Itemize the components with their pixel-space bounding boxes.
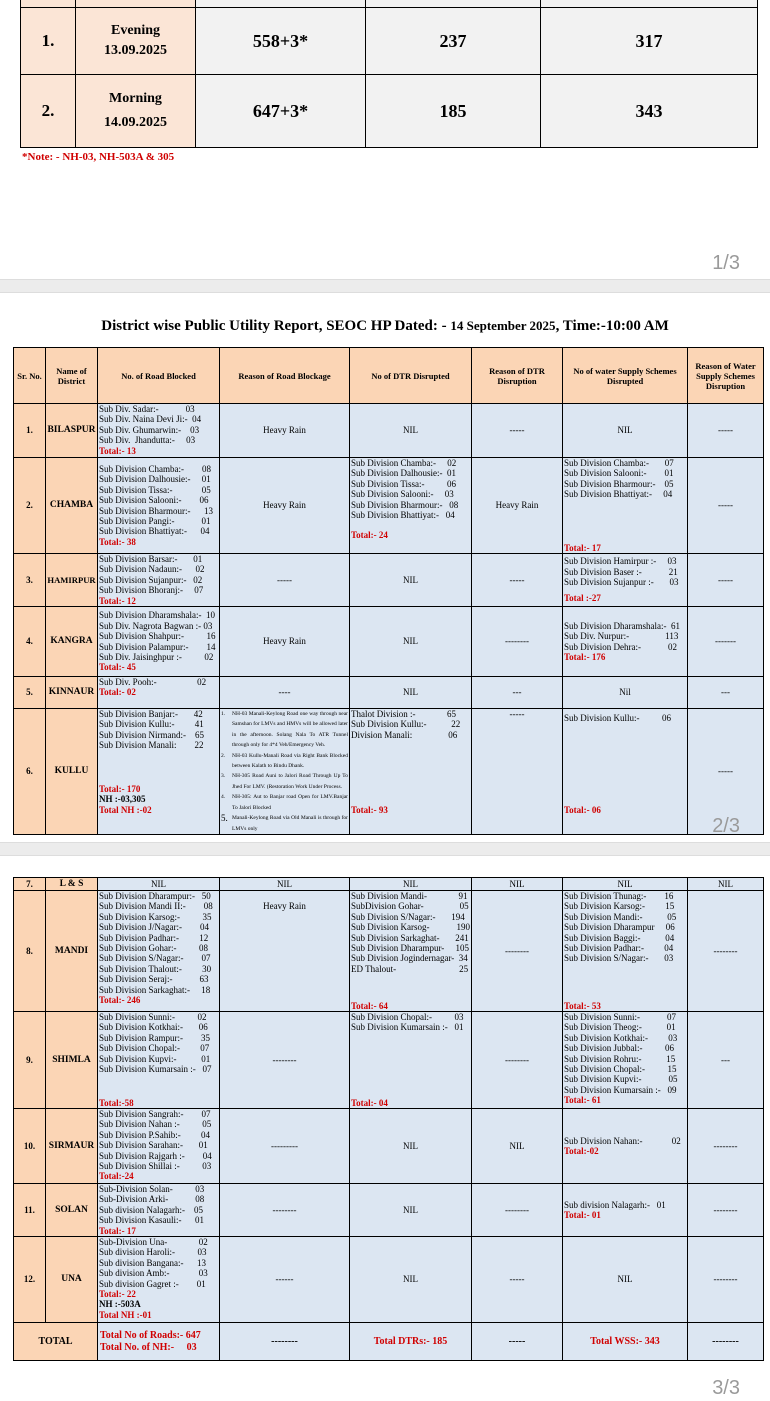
district-name: CHAMBA — [46, 458, 98, 554]
summary-roads: 558+3* — [196, 8, 366, 75]
roads-cell — [98, 677, 220, 709]
row-sno: 7. — [14, 878, 46, 891]
wss-cell: NIL — [563, 404, 688, 458]
roads-line: Sub Division Banjar:- 42 — [99, 709, 203, 720]
reason-item: 4. NH-305: Aut to Banjar road Open for LMV.Banjar To Jalori Blocked — [221, 794, 348, 811]
district-table-part2 — [13, 877, 764, 1361]
dtr-line: Sub Division Jogindernagar- 34 — [351, 953, 468, 964]
roads-total: Total:- 246 — [99, 995, 141, 1006]
wss-cell: Nil — [563, 677, 688, 709]
wss-line: Sub Division Dehra:- 02 — [564, 641, 677, 652]
road-reason: Heavy Rain — [220, 404, 350, 458]
wss-cell — [563, 1012, 688, 1109]
wss-reason: ----- — [688, 458, 764, 554]
roads-line: Sub division Gagret :- 01 — [99, 1278, 206, 1289]
roads-line: Sub Division Shillai :- 03 — [99, 1161, 212, 1172]
dtr-line: Sub Division Mandi- 91 — [351, 891, 468, 901]
roads-total: Total:- 02 — [99, 687, 136, 698]
roads-line: Sub Division Dharamshala:- 10 — [99, 610, 215, 621]
district-name: L & S — [46, 878, 98, 891]
roads-line: Sub Division Kumarsain :- 07 — [99, 1064, 212, 1075]
district-name: KULLU — [46, 709, 98, 835]
roads-cell — [98, 1184, 220, 1237]
roads-cell — [98, 458, 220, 554]
total-roads-count: Total No of Roads:- 647 — [100, 1329, 201, 1341]
district-name: UNA — [46, 1237, 98, 1323]
total-nh-count: Total No. of NH:- 03 — [100, 1341, 197, 1353]
wss-line: Sub Division Theog:- 01 — [564, 1022, 676, 1033]
road-reason: --------- — [220, 1109, 350, 1184]
wss-total: Total:- 17 — [564, 542, 601, 553]
roads-line: Sub Division Rajgarh :- 04 — [99, 1150, 212, 1161]
row-sno: 8. — [14, 891, 46, 1012]
dtr-line: Sub Division Tissa:- 06 — [351, 478, 457, 489]
roads-line: Sub Div. Jaisinghpur :- 02 — [99, 651, 214, 662]
wss-reason: ----- — [688, 709, 764, 835]
wss-cell — [563, 709, 688, 835]
report-title: District wise Public Utility Report, SEOC HP Dated: - 14 September 2025, Time:-10:00 AM — [101, 318, 669, 334]
district-row-sirmaur — [14, 1109, 764, 1184]
header-sr-no: Sr. No. — [14, 348, 46, 404]
roads-line: Sub Division Mandi II:- 08 — [99, 901, 213, 912]
roads-total: Total:-58 — [99, 1097, 134, 1108]
roads-line: Sub Division Nirmand:- 65 — [99, 729, 204, 740]
district-name: SOLAN — [46, 1184, 98, 1237]
roads-nh: NH :-03,305 — [99, 794, 146, 805]
dtr-reason: -------- — [472, 1184, 563, 1237]
roads-line: Sub Division Sangrah:- 07 — [99, 1109, 211, 1119]
district-row-solan — [14, 1184, 764, 1237]
wss-line: Sub Division Nahan:- 02 — [564, 1135, 681, 1146]
roads-line: Sub Division Seraj:- 63 — [99, 974, 209, 985]
summary-sno: 2. — [21, 75, 76, 148]
district-row-mandi — [14, 891, 764, 1012]
page-number: 2/3 — [712, 815, 740, 837]
page-separator — [0, 279, 770, 293]
roads-cell — [98, 891, 220, 1012]
wss-line: Sub Division Bharmour:- 05 — [564, 478, 674, 489]
dtr-reason: -------- — [472, 891, 563, 1012]
dtr-cell: NIL — [350, 607, 472, 677]
roads-line: Sub Division J/Nagar:- 04 — [99, 922, 209, 933]
roads-line: Sub Division Tissa:- 05 — [99, 484, 211, 495]
row-sno: 2. — [14, 458, 46, 554]
roads-line: Sub Division Dalhousie:- 01 — [99, 474, 211, 485]
wss-total: Total:- 61 — [564, 1095, 601, 1106]
roads-line: Sub Division Shahpur:- 16 — [99, 631, 216, 642]
summary-row — [21, 75, 758, 148]
road-reason: ------ — [220, 1237, 350, 1323]
page-number: 3/3 — [712, 1377, 740, 1399]
district-row-hamirpur — [14, 554, 764, 607]
wss-total: Total:- 176 — [564, 651, 606, 662]
dtr-reason: -------- — [472, 1012, 563, 1109]
dtr-line: Sub Division Bharmour:- 08 — [351, 499, 459, 510]
roads-line: Sub Division Gohar:- 08 — [99, 943, 208, 954]
roads-line: Sub Division Kotkhai:- 06 — [99, 1022, 208, 1033]
roads-total: Total:- 13 — [99, 445, 136, 456]
roads-line: Sub Division Kasauli:- 01 — [99, 1215, 204, 1226]
roads-line: Sub-Division Una- 02 — [99, 1237, 208, 1248]
header-wss-reason: Reason of Water Supply Schemes Disruption — [688, 348, 764, 404]
summary-dtrs: 237 — [366, 8, 541, 75]
roads-cell — [98, 1012, 220, 1109]
wss-line: Sub Division Sujanpur :- 03 — [564, 577, 679, 588]
header-row — [14, 348, 764, 404]
roads-line: Sub Division Dharampur:- 50 — [99, 891, 211, 901]
dtr-cell — [350, 709, 472, 835]
wss-line: Sub Division Padhar:- 04 — [564, 943, 674, 954]
report-date: 14 September 2025 — [450, 318, 556, 333]
district-name: SIRMAUR — [46, 1109, 98, 1184]
roads-line: Sub Division P.Sahib:- 04 — [99, 1129, 211, 1140]
dtr-line: Sub Division Kumarsain :- 01 — [351, 1022, 464, 1033]
wss-total: Total:- 01 — [564, 1210, 601, 1221]
roads-line: Sub Division Barsar:- 01 — [99, 554, 203, 564]
wss-reason: --- — [688, 677, 764, 709]
wss-line: Sub Division Salooni:- 01 — [564, 468, 674, 479]
wss-cell — [563, 554, 688, 607]
roads-line: Sub Division Chamba:- 08 — [99, 463, 211, 474]
dtr-reason: ----- — [472, 709, 563, 835]
road-reason: Heavy Rain — [220, 458, 350, 554]
row-sno: 10. — [14, 1109, 46, 1184]
roads-total: Total:-24 — [99, 1171, 134, 1182]
district-row-bilaspur — [14, 404, 764, 458]
dtr-reason: ----- — [472, 404, 563, 458]
wss-total: Total:-02 — [564, 1146, 599, 1156]
dtr-cell: NIL — [350, 554, 472, 607]
wss-reason: ----- — [688, 404, 764, 458]
wss-line: Sub Division Chopal:- 15 — [564, 1064, 677, 1075]
roads-line: Sub Division Sarkaghat:- 18 — [99, 984, 211, 995]
roads-line: Sub Division Sujanpur:- 02 — [99, 574, 203, 585]
roads-line: Sub Division Kupvi:- 01 — [99, 1053, 211, 1064]
wss-total: Total :-27 — [564, 593, 601, 604]
wss-line: Sub Division Baser :- 21 — [564, 566, 678, 577]
header-dtr: No of DTR Disrupted — [350, 348, 472, 404]
wss-reason: -------- — [688, 1109, 764, 1184]
dtr-cell — [350, 1012, 472, 1109]
dtr-cell: NIL — [350, 1237, 472, 1323]
wss-line: Sub Division Kupvi:- 05 — [564, 1074, 678, 1085]
roads-line: Sub Div. Pooh:- 02 — [99, 677, 207, 688]
summary-wss: 343 — [541, 75, 758, 148]
wss-line: Sub Division Dharampur 06 — [564, 922, 675, 933]
dtr-reason: ----- — [472, 1237, 563, 1323]
dtr-line: Sub Division Karsog- 190 — [351, 922, 470, 933]
wss-line: Sub Division Mandi:- 05 — [564, 911, 677, 922]
dtr-line: SubDivision Gohar- 05 — [351, 901, 469, 912]
summary-date: 13.09.2025 — [104, 43, 167, 58]
district-row-shimla — [14, 1012, 764, 1109]
wss-total: Total:- 06 — [564, 804, 601, 815]
reason-item: 1. NH-03 Manali-Keylong Road one way through near Samshan for LMVs and HMVs will be allowed later in the afternoon. Solang Nala To ATR Tunnel through only for 4*4 Veh/Emergency Veh. — [221, 711, 348, 749]
wss-cell — [563, 1109, 688, 1184]
road-reason: ---- — [220, 677, 350, 709]
dtr-reason: --- — [472, 677, 563, 709]
district-name: KINNAUR — [46, 677, 98, 709]
dtr-line: ED Thalout- 25 — [351, 963, 469, 974]
summary-sno: 1. — [21, 8, 76, 75]
reason-item: 5. Manali-Keylong Road via Old Manali is through for LMVs only — [221, 813, 348, 832]
header-roads: No. of Road Blocked — [98, 348, 220, 404]
row-sno: 11. — [14, 1184, 46, 1237]
roads-total: Total:- 22 — [99, 1289, 136, 1300]
roads-line: Sub Division Manali: 22 — [99, 740, 204, 751]
total-wss-reason: -------- — [688, 1323, 764, 1361]
total-roads — [98, 1323, 220, 1361]
summary-date: 14.09.2025 — [104, 115, 167, 130]
district-row-kangra — [14, 607, 764, 677]
roads-line: Sub-Division Solan- 03 — [99, 1184, 205, 1194]
roads-total: Total:- 45 — [99, 662, 136, 673]
dtr-reason: NIL — [472, 878, 563, 891]
dtr-cell: NIL — [350, 878, 472, 891]
dtr-line: Sub Division Salooni:- 03 — [351, 489, 454, 500]
district-row-kullu — [14, 709, 764, 835]
dtr-total: Total:- 93 — [351, 804, 388, 815]
roads-line: Sub Division Salooni:- 06 — [99, 495, 209, 506]
district-row-lahaul-spiti — [14, 878, 764, 891]
roads-line: Sub Div. Sadar:- 03 — [99, 404, 195, 414]
district-name: BILASPUR — [46, 404, 98, 458]
roads-nh-total: Total NH :-02 — [99, 804, 152, 815]
dtr-total: Total:- 24 — [351, 530, 388, 541]
district-name: HAMIRPUR — [46, 554, 98, 607]
roads-line: Sub Division Kullu:- 41 — [99, 719, 204, 730]
dtr-cell — [350, 458, 472, 554]
roads-line: Sub Div. Ghumarwin:- 03 — [99, 424, 200, 435]
wss-line: Sub Division Rohru:- 15 — [564, 1053, 676, 1064]
row-sno: 12. — [14, 1237, 46, 1323]
total-row — [14, 1323, 764, 1361]
road-reason: Heavy Rain — [220, 891, 350, 1012]
reason-item: 3. NH-305 Road Auni to Jalori Road Through Up To Jhed For LMV. (Restoration Work Under Process. — [221, 773, 348, 790]
dtr-line: Sub Division Chamba:- 02 — [351, 458, 457, 468]
district-name: MANDI — [46, 891, 98, 1012]
roads-line: Sub Division Sunni:- 02 — [99, 1012, 207, 1022]
roads-total: Total:- 38 — [99, 536, 136, 547]
dtr-cell — [350, 891, 472, 1012]
wss-reason: --- — [688, 1012, 764, 1109]
wss-cell — [563, 891, 688, 1012]
roads-cell — [98, 404, 220, 458]
dtr-reason: -------- — [472, 607, 563, 677]
roads-line: Sub Division S/Nagar:- 07 — [99, 953, 211, 964]
wss-line: Sub Division Sunni:- 07 — [564, 1012, 677, 1022]
wss-line: Sub Division Baggi:- 04 — [564, 932, 675, 943]
total-wss: Total WSS:- 343 — [563, 1323, 688, 1361]
total-dtrs: Total DTRs:- 185 — [350, 1323, 472, 1361]
summary-table — [20, 0, 758, 148]
wss-reason: -------- — [688, 1184, 764, 1237]
roads-cell — [98, 1237, 220, 1323]
wss-cell — [563, 458, 688, 554]
wss-cell: NIL — [563, 1237, 688, 1323]
roads-nh: NH :-503A — [99, 1299, 141, 1310]
wss-reason: -------- — [688, 891, 764, 1012]
dtr-reason: ----- — [472, 554, 563, 607]
district-table-part1 — [13, 347, 764, 835]
wss-line: Sub Division Chamba:- 07 — [564, 458, 674, 468]
row-sno: 1. — [14, 404, 46, 458]
wss-line: Sub Division Dharamshala:- 61 — [564, 620, 680, 631]
wss-line: Sub Division Jubbal:- 06 — [564, 1043, 675, 1054]
row-sno: 5. — [14, 677, 46, 709]
road-reason: NIL — [220, 878, 350, 891]
wss-cell: NIL — [563, 878, 688, 891]
row-sno: 6. — [14, 709, 46, 835]
roads-line: Sub Division Karsog:- 35 — [99, 911, 212, 922]
roads-line: Sub division Nalagarh:- 05 — [99, 1204, 203, 1215]
roads-nh-total: Total NH :-01 — [99, 1309, 152, 1320]
road-reason: -------- — [220, 1012, 350, 1109]
dtr-line: Sub Division Dalhousie:- 01 — [351, 468, 456, 479]
dtr-cell: NIL — [350, 404, 472, 458]
wss-line: Sub Division Thunag:- 16 — [564, 891, 674, 901]
dtr-line: Thalot Division :- 65 — [351, 709, 456, 720]
dtr-line: Division Manali: 06 — [351, 729, 458, 740]
summary-session: Evening — [110, 23, 160, 38]
dtr-line: Sub Division S/Nagar:- 194 — [351, 911, 465, 922]
roads-line: Sub Division Rampur:- 35 — [99, 1032, 211, 1043]
roads-line: Sub Division Padhar:- 12 — [99, 932, 209, 943]
wss-cell — [563, 607, 688, 677]
wss-reason: NIL — [688, 878, 764, 891]
dtr-line: Sub Division Dharampur- 105 — [351, 943, 470, 954]
dtr-total: Total:- 64 — [351, 1000, 388, 1011]
roads-cell — [98, 1109, 220, 1184]
header-wss: No of water Supply Schemes Disrupted — [563, 348, 688, 404]
roads-line: Sub Division Nadaun:- 02 — [99, 564, 205, 575]
district-name: SHIMLA — [46, 1012, 98, 1109]
wss-line: Sub Division Kotkhai:- 03 — [564, 1032, 678, 1043]
roads-line: Sub Div. Nagrota Bagwan :- 03 — [99, 620, 213, 631]
roads-cell: NIL — [98, 878, 220, 891]
dtr-cell: NIL — [350, 677, 472, 709]
wss-line: Sub Division Hamirpur :- 03 — [564, 556, 677, 567]
roads-line: Sub Division Nahan :- 05 — [99, 1119, 212, 1130]
reason-item: 2. NH-03 Kullu-Manali Road via Right Bank Blocked between Kalath to Bindu Dhank. — [221, 752, 348, 770]
roads-line: Sub-Division Arki- 08 — [99, 1194, 205, 1205]
wss-line: Sub Division Bhattiyat:- 04 — [564, 489, 673, 500]
district-row-kinnaur — [14, 677, 764, 709]
wss-reason: ------- — [688, 607, 764, 677]
roads-line: Sub Div. Naina Devi Ji:- 04 — [99, 414, 202, 425]
district-name: KANGRA — [46, 607, 98, 677]
dtr-line: Sub Division Chopal:- 03 — [351, 1012, 464, 1022]
dtr-cell: NIL — [350, 1109, 472, 1184]
row-sno: 4. — [14, 607, 46, 677]
roads-line: Sub division Amb:- 03 — [99, 1268, 208, 1279]
road-reason: ----- — [220, 554, 350, 607]
dtr-line: Sub Division Bhattiyat:- 04 — [351, 510, 455, 521]
district-row-una — [14, 1237, 764, 1323]
dtr-reason: NIL — [472, 1109, 563, 1184]
district-row-chamba — [14, 458, 764, 554]
roads-line: Sub Division Sarahan:- 01 — [99, 1140, 208, 1151]
wss-line: Sub division Nalagarh:- 01 — [564, 1199, 666, 1210]
dtr-cell: NIL — [350, 1184, 472, 1237]
summary-dtrs: 185 — [366, 75, 541, 148]
wss-line: Sub Division S/Nagar:- 03 — [564, 953, 674, 964]
page-number: 1/3 — [712, 252, 740, 274]
row-sno: 9. — [14, 1012, 46, 1109]
summary-row — [21, 8, 758, 75]
total-dtr-reason: ----- — [472, 1323, 563, 1361]
roads-line: Sub Division Pangi:- 01 — [99, 515, 211, 526]
wss-line: Sub Div. Nurpur:- 113 — [564, 631, 679, 642]
road-reason: Heavy Rain — [220, 607, 350, 677]
wss-reason: -------- — [688, 1237, 764, 1323]
roads-line: Sub Division Palampur:- 14 — [99, 641, 216, 652]
roads-line: Sub division Bangana:- 13 — [99, 1257, 206, 1268]
roads-line: Sub division Haroli:- 03 — [99, 1247, 207, 1258]
page-separator — [0, 842, 770, 856]
total-label: TOTAL — [14, 1323, 98, 1361]
wss-line: Sub Division Kumarsain :- 09 — [564, 1084, 677, 1095]
dtr-line: Sub Division Sarkaghat- 241 — [351, 932, 469, 943]
wss-reason: ----- — [688, 554, 764, 607]
wss-cell — [563, 1184, 688, 1237]
summary-note: *Note: - NH-03, NH-503A & 305 — [22, 151, 175, 163]
wss-line: Sub Division Karsog:- 15 — [564, 901, 675, 912]
roads-total: Total:- 170 — [99, 783, 141, 794]
roads-line: Sub Division Bhoranj:- 07 — [99, 585, 204, 596]
header-district: Name of District — [46, 348, 98, 404]
total-road-reason: -------- — [220, 1323, 350, 1361]
dtr-line: Sub Division Kullu:- 22 — [351, 719, 461, 730]
roads-cell — [98, 554, 220, 607]
road-reason — [220, 709, 350, 835]
roads-line: Sub Division Bhattiyat:- 04 — [99, 526, 210, 537]
summary-session: Morning — [109, 91, 162, 106]
wss-line: Sub Division Kullu:- 06 — [564, 713, 672, 724]
summary-roads: 647+3* — [196, 75, 366, 148]
dtr-reason: Heavy Rain — [472, 458, 563, 554]
roads-line: Sub Division Thalout:- 30 — [99, 963, 212, 974]
roads-total: Total:- 17 — [99, 1225, 136, 1236]
wss-total: Total:- 53 — [564, 1000, 601, 1011]
roads-cell — [98, 607, 220, 677]
roads-cell — [98, 709, 220, 835]
roads-line: Sub Division Bharmour:- 13 — [99, 505, 213, 516]
dtr-total: Total:- 04 — [351, 1097, 388, 1108]
header-dtr-reason: Reason of DTR Disruption — [472, 348, 563, 404]
header-road-reason: Reason of Road Blockage — [220, 348, 350, 404]
road-reason: -------- — [220, 1184, 350, 1237]
roads-total: Total:- 12 — [99, 595, 136, 606]
roads-line: Sub Division Chopal:- 07 — [99, 1043, 210, 1054]
row-sno: 3. — [14, 554, 46, 607]
roads-line: Sub Div. Jhandutta:- 03 — [99, 435, 196, 446]
summary-wss: 317 — [541, 8, 758, 75]
